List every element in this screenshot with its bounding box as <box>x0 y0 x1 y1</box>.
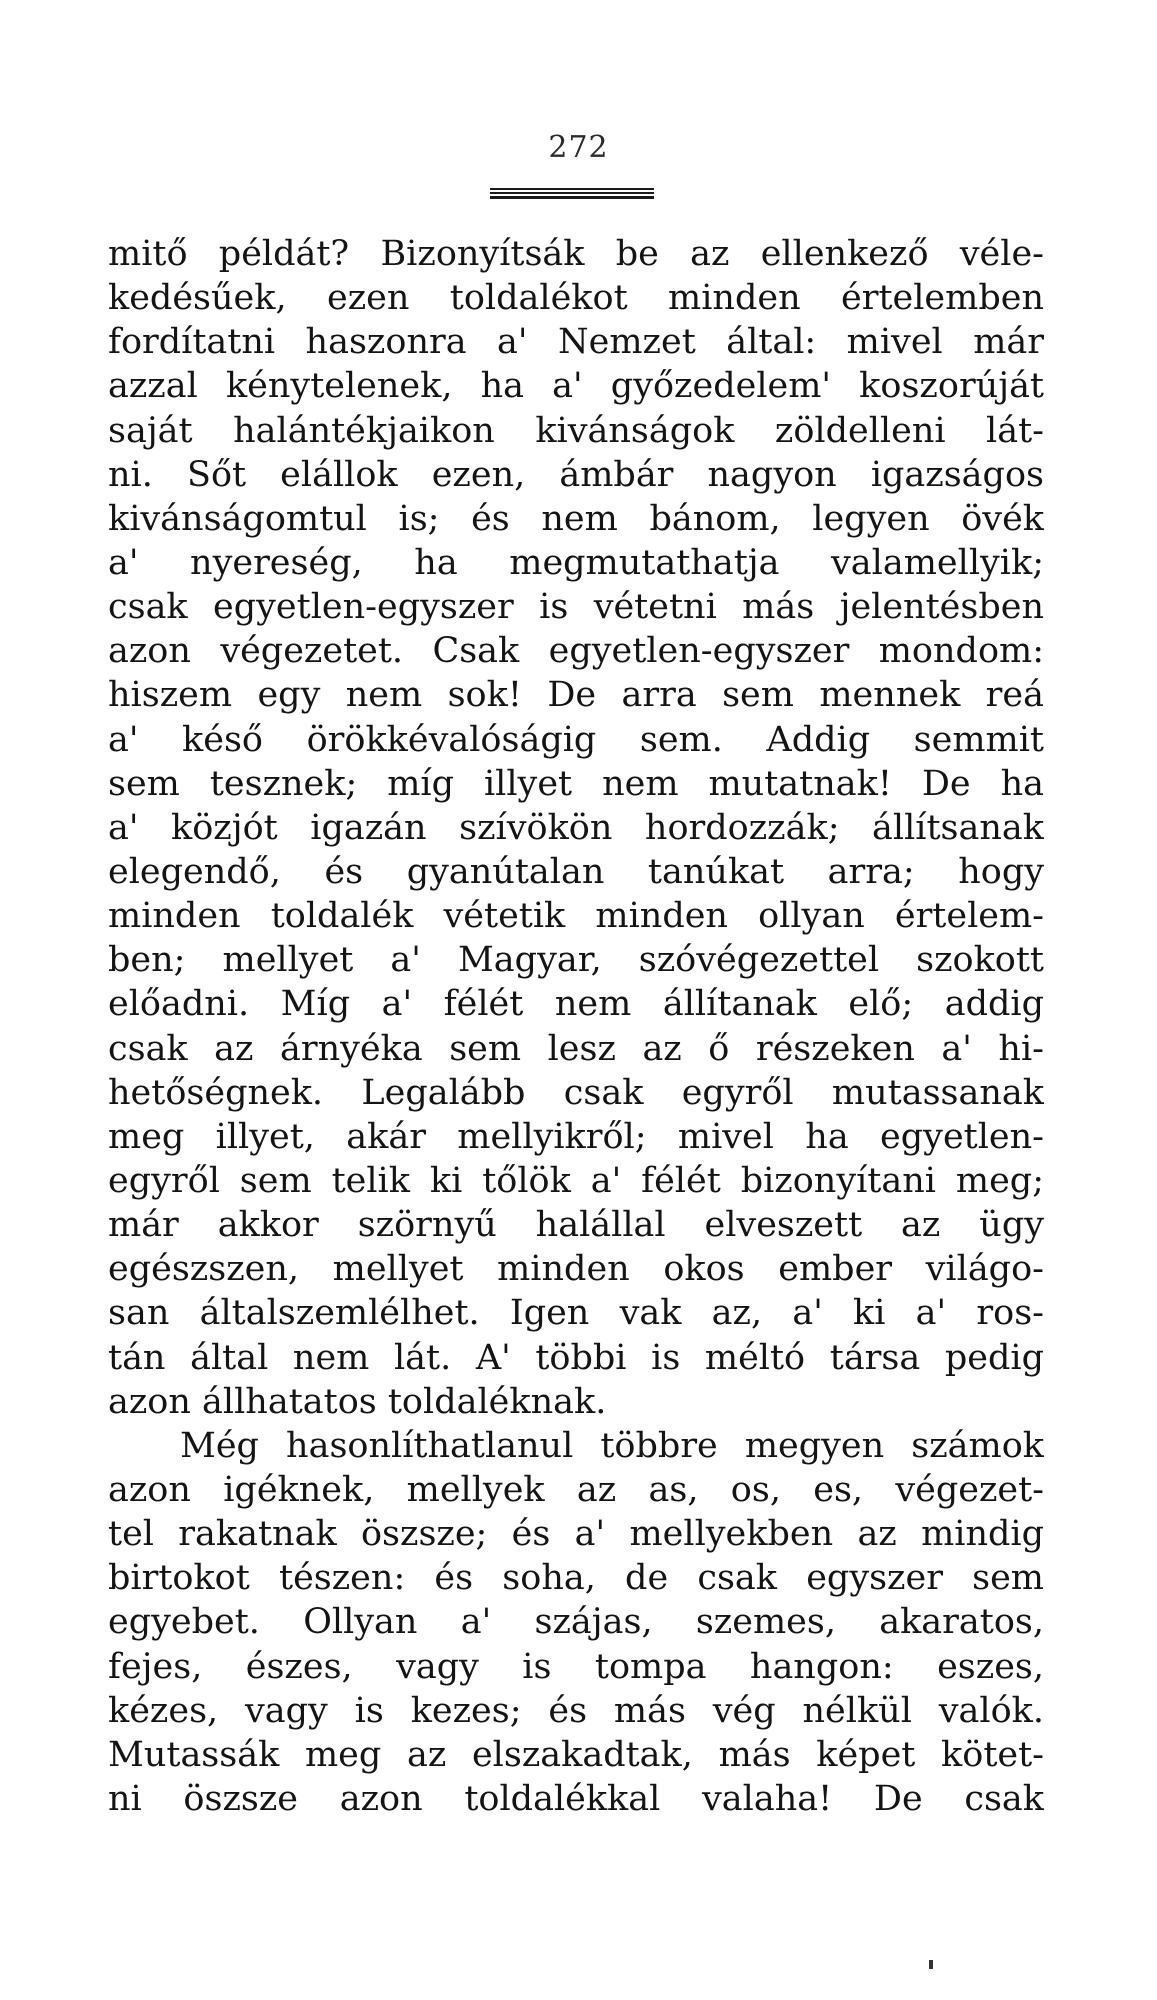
text-line: a' közjót igazán szívökön hordozzák; állítsanak <box>108 807 1044 848</box>
text-line: hiszem egy nem sok! De arra sem mennek reá <box>108 675 1044 716</box>
text-line: azon igéknek, mellyek az as, os, es, végezet- <box>108 1469 1044 1510</box>
text-line: kivánságomtul is; és nem bánom, legyen övék <box>108 498 1044 539</box>
text-line: saját halántékjaikon kivánságok zöldelleni lát- <box>108 410 1044 451</box>
text-line: már akkor szörnyű halállal elveszett az ügy <box>108 1205 1044 1246</box>
text-line: Mutassák meg az elszakadtak, más képet kötet- <box>108 1734 1044 1775</box>
text-line: sem tesznek; míg illyet nem mutatnak! De ha <box>108 763 1044 804</box>
text-line: azzal kénytelenek, ha a' győzedelem' koszorúját <box>108 366 1044 407</box>
page-number: 272 <box>548 130 609 165</box>
text-line: csak az árnyéka sem lesz az ő részeken a' hi- <box>108 1028 1044 1069</box>
text-line: egészszen, mellyet minden okos ember világo- <box>108 1249 1044 1290</box>
text-line: mitő példát? Bizonyítsák be az ellenkező véle- <box>108 234 1044 274</box>
text-line: birtokot tészen: és soha, de csak egyszer sem <box>108 1558 1044 1599</box>
text-line: azon állhatatos toldaléknak. <box>108 1381 607 1422</box>
text-line: csak egyetlen-egyszer is vétetni más jelentésben <box>108 587 1044 628</box>
text-line: ben; mellyet a' Magyar, szóvégezettel szokott <box>108 940 1044 981</box>
header-rule-line <box>490 192 654 194</box>
text-line: egyről sem telik ki tőlök a' félét bizonyítani meg; <box>108 1160 1044 1201</box>
text-line: elegendő, és gyanútalan tanúkat arra; hogy <box>108 851 1044 892</box>
text-line: Még hasonlíthatlanul többre megyen számok <box>180 1425 1044 1466</box>
body-text <box>108 232 1044 1821</box>
paragraph-2 <box>108 1424 1044 1821</box>
ink-speck <box>929 1960 933 1969</box>
text-line: azon végezetet. Csak egyetlen-egyszer mondom: <box>108 631 1044 672</box>
text-line: fejes, észes, vagy is tompa hangon: eszes, <box>108 1646 1044 1687</box>
text-line: ni. Sőt elállok ezen, ámbár nagyon igazságos <box>108 454 1044 495</box>
text-line: hetőségnek. Legalább csak egyről mutassanak <box>108 1072 1044 1113</box>
text-line: ni öszsze azon toldalékkal valaha! De csak <box>108 1778 1044 1819</box>
header-rule-line <box>490 188 654 190</box>
text-line: san általszemlélhet. Igen vak az, a' ki a' ros- <box>108 1293 1044 1334</box>
text-line: tel rakatnak öszsze; és a' mellyekben az mindig <box>108 1514 1044 1555</box>
text-line: előadni. Míg a' félét nem állítanak elő; addig <box>108 984 1044 1025</box>
text-line: minden toldalék vétetik minden ollyan értelem- <box>108 896 1044 937</box>
text-line: fordítatni haszonra a' Nemzet által: mivel már <box>108 322 1044 363</box>
text-line: a' késő örökkévalóságig sem. Addig semmit <box>108 719 1044 760</box>
text-line: meg illyet, akár mellyikről; mivel ha egyetlen- <box>108 1116 1044 1157</box>
header-rule <box>490 188 654 200</box>
paragraph-1 <box>108 232 1044 1424</box>
text-line: tán által nem lát. A' többi is méltó társa pedig <box>108 1337 1044 1378</box>
text-line: kézes, vagy is kezes; és más vég nélkül valók. <box>108 1690 1044 1731</box>
text-line: kedésűek, ezen toldalékot minden értelemben <box>108 278 1044 319</box>
text-line: a' nyereség, ha megmutathatja valamellyik; <box>108 542 1044 583</box>
header-rule-line <box>490 196 654 199</box>
text-line: egyebet. Ollyan a' szájas, szemes, akaratos, <box>108 1602 1044 1643</box>
